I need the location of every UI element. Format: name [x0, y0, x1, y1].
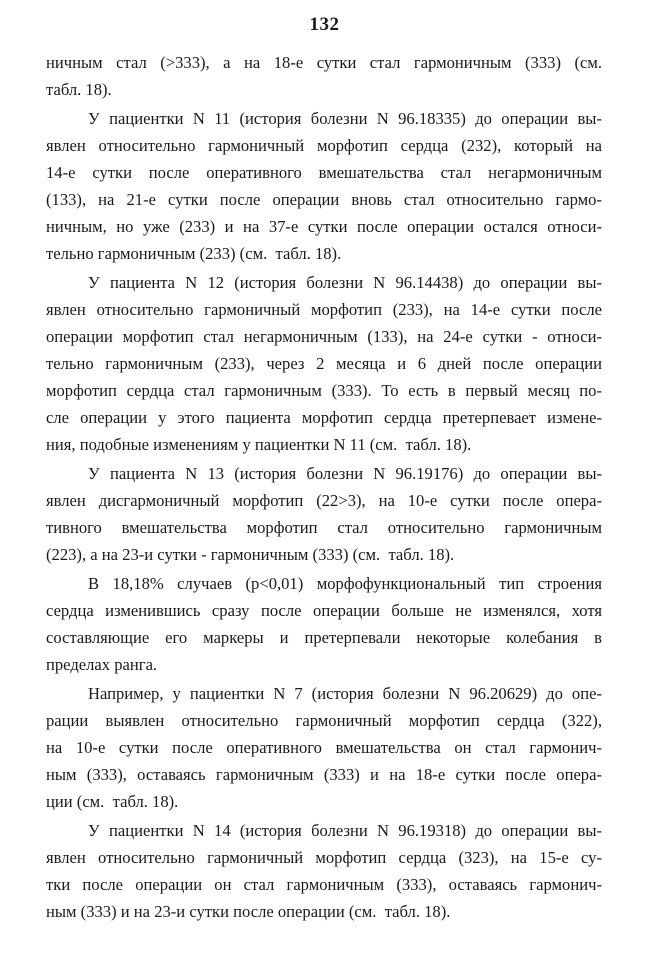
text-line: явлен относительно гармоничный морфотип сердца (323), на 15-е су-	[46, 848, 602, 867]
text-line: составляющие его маркеры и претерпевали некоторые колебания в	[46, 628, 602, 647]
text-line: пределах ранга.	[46, 655, 158, 674]
text-line: ным (333), оставаясь гармоничным (333) и на 18-е сутки после опера-	[46, 765, 602, 784]
text-line: Например, у пациентки N 7 (история болезни N 96.20629) до опе-	[88, 684, 602, 703]
text-line: тельно гармоничным (233) (см. табл. 18).	[46, 244, 342, 263]
text-line: В 18,18% случаев (p<0,01) морфофункциональный тип строения	[88, 574, 602, 593]
text-line: явлен относительно гармоничный морфотип (233), на 14-е сутки после	[46, 300, 602, 319]
text-line: У пациентки N 11 (история болезни N 96.18335) до операции вы-	[88, 109, 602, 128]
text-line: тельно гармоничным (233), через 2 месяца и 6 дней после операции	[46, 354, 602, 373]
page-number: 132	[309, 14, 340, 35]
text-line: 14-е сутки после оперативного вмешательства стал негармоничным	[46, 163, 602, 182]
text-line: ничным стал (>333), а на 18-е сутки стал гармоничным (333) (см.	[46, 53, 602, 72]
text-line: ния, подобные изменениям у пациентки N 11 (см. табл. 18).	[46, 435, 472, 454]
text-line: (223), а на 23-и сутки - гармоничным (333) (см. табл. 18).	[46, 545, 455, 564]
text-line: явлен относительно гармоничный морфотип сердца (232), который на	[46, 136, 602, 155]
text-line: ным (333) и на 23-и сутки после операции (см. табл. 18).	[46, 902, 451, 921]
text-line: ции (см. табл. 18).	[46, 792, 179, 811]
text-line: У пациента N 13 (история болезни N 96.19176) до операции вы-	[88, 464, 602, 483]
text-line: тивного вмешательства морфотип стал относительно гармоничным	[46, 518, 602, 537]
text-line: морфотип сердца стал гармоничным (333). То есть в первый месяц по-	[46, 381, 602, 400]
text-line: У пациентки N 14 (история болезни N 96.19318) до операции вы-	[88, 821, 602, 840]
text-line: ничным, но уже (233) и на 37-е сутки после операции остался относи-	[46, 217, 602, 236]
text-line: операции морфотип стал негармоничным (133), на 24-е сутки - относи-	[46, 327, 602, 346]
text-line: рации выявлен относительно гармоничный морфотип сердца (322),	[46, 711, 602, 730]
text-line: на 10-е сутки после оперативного вмешательства он стал гармонич-	[46, 738, 602, 757]
text-line: У пациента N 12 (история болезни N 96.14438) до операции вы-	[88, 273, 602, 292]
text-line: табл. 18).	[46, 80, 112, 99]
text-line: (133), на 21-е сутки после операции вновь стал относительно гармо-	[46, 190, 602, 209]
text-line: тки после операции он стал гармоничным (333), оставаясь гармонич-	[46, 875, 602, 894]
text-line: явлен дисгармоничный морфотип (22>3), на 10-е сутки после опера-	[46, 491, 602, 510]
text-line: сердца изменившись сразу после операции больше не изменялся, хотя	[46, 601, 602, 620]
text-line: сле операции у этого пациента морфотип сердца претерпевает измене-	[46, 408, 602, 427]
